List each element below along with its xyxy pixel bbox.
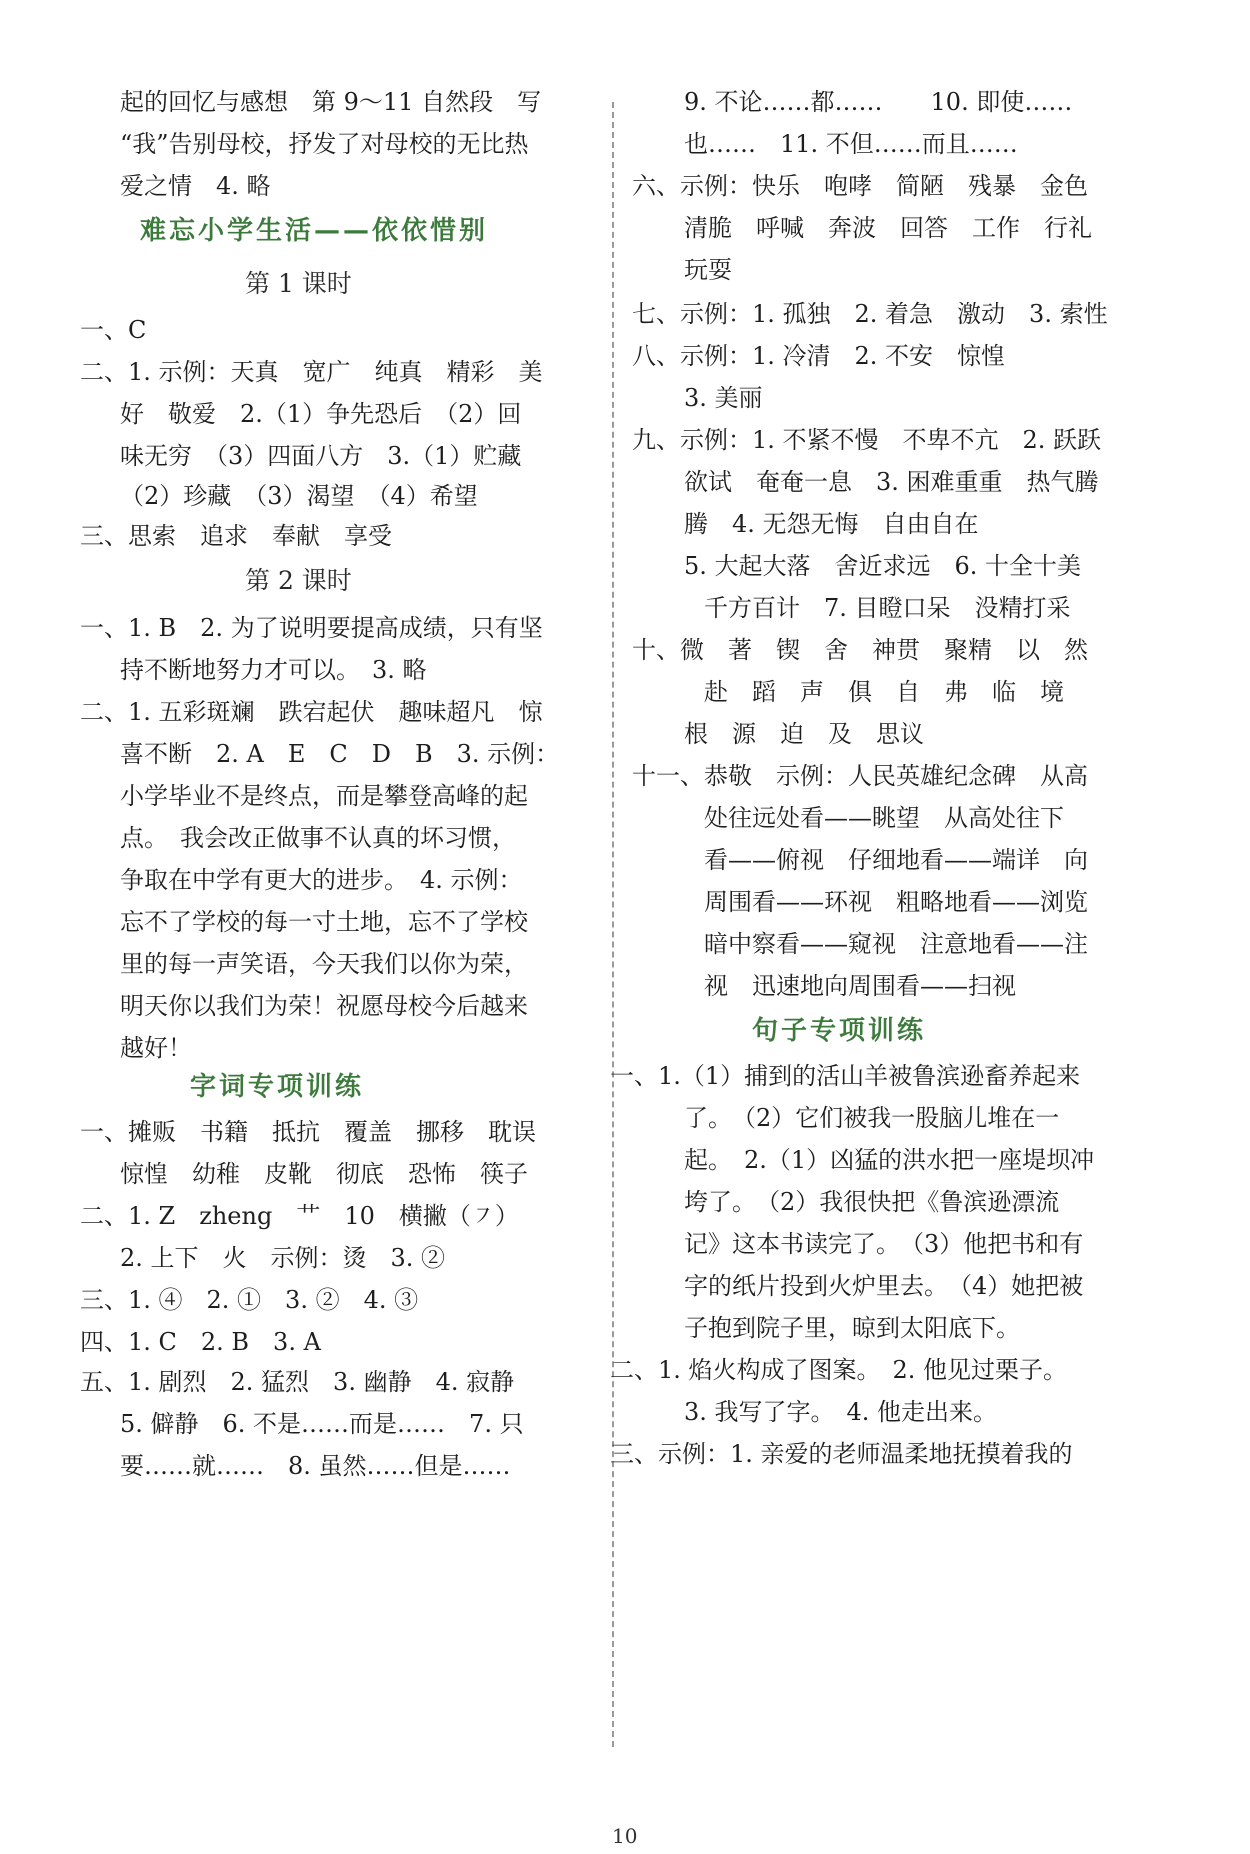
- text-line: 3. 我写了字。 4. 他走出来。: [684, 1398, 998, 1426]
- text-line: 2. 上下 火 示例：烫 3. ②: [120, 1244, 446, 1272]
- text-line: 视 迅速地向周围看——扫视: [704, 972, 1016, 1000]
- text-line: 三、1. ④ 2. ① 3. ② 4. ③: [80, 1286, 419, 1314]
- text-line: 腾 4. 无怨无悔 自由自在: [684, 510, 979, 538]
- text-line: 垮了。 （2）我很快把《鲁滨逊漂流: [684, 1188, 1060, 1216]
- text-line: 起的回忆与感想 第 9～11 自然段 写: [120, 88, 542, 116]
- text-line: 9. 不论……都…… 10. 即使……: [684, 88, 1073, 116]
- text-line: 三、思索 追求 奉献 享受: [80, 522, 392, 550]
- text-line: 一、1.（1）捕到的活山羊被鲁滨逊畜养起来: [610, 1062, 1081, 1090]
- text-line: 味无穷 （3）四面八方 3.（1）贮藏: [120, 442, 522, 470]
- text-line: “我”告别母校，抒发了对母校的无比热: [120, 130, 529, 158]
- text-line: 喜不断 2. A E C D B 3. 示例：: [120, 740, 560, 768]
- text-line: 要……就…… 8. 虽然……但是……: [120, 1452, 511, 1480]
- text-line: 十、微 著 锲 舍 神贯 聚精 以 然: [632, 636, 1088, 664]
- section-heading: 字词专项训练: [190, 1072, 365, 1102]
- text-line: 了。 （2）它们被我一股脑儿堆在一: [684, 1104, 1060, 1132]
- page-number: 10: [612, 1824, 638, 1848]
- text-line: 看——俯视 仔细地看——端详 向: [704, 846, 1088, 874]
- text-line: 一、1. B 2. 为了说明要提高成绩，只有坚: [80, 614, 543, 642]
- text-line: 记》这本书读完了。 （3）他把书和有: [684, 1230, 1084, 1258]
- lesson-title: 第 2 课时: [245, 566, 352, 595]
- text-line: 欲试 奄奄一息 3. 困难重重 热气腾: [684, 468, 1099, 496]
- text-line: 一、C: [80, 316, 147, 344]
- text-line: 三、示例：1. 亲爱的老师温柔地抚摸着我的: [610, 1440, 1073, 1468]
- section-heading: 难忘小学生活——依依惜别: [140, 216, 489, 246]
- text-line: 3. 美丽: [684, 384, 763, 412]
- text-line: 二、1. 示例：天真 宽广 纯真 精彩 美: [80, 358, 543, 386]
- text-line: 暗中察看——窥视 注意地看——注: [704, 930, 1088, 958]
- text-line: 六、示例：快乐 咆哮 简陋 残暴 金色: [632, 172, 1088, 200]
- text-line: 5. 僻静 6. 不是……而是…… 7. 只: [120, 1410, 524, 1438]
- text-line: 二、1. 焰火构成了图案。 2. 他见过栗子。: [610, 1356, 1068, 1384]
- text-line: 爱之情 4. 略: [120, 172, 271, 200]
- text-line: 玩耍: [684, 256, 732, 284]
- text-line: 惊惶 幼稚 皮靴 彻底 恐怖 筷子: [120, 1160, 528, 1188]
- text-line: 清脆 呼喊 奔波 回答 工作 行礼: [684, 214, 1092, 242]
- text-line: 处往远处看——眺望 从高处往下: [704, 804, 1064, 832]
- text-line: 根 源 迫 及 思议: [684, 720, 924, 748]
- text-line: 千方百计 7. 目瞪口呆 没精打采: [704, 594, 1071, 622]
- text-line: 二、1. 五彩斑斓 跌宕起伏 趣味超凡 惊: [80, 698, 543, 726]
- text-line: 四、1. C 2. B 3. A: [80, 1328, 321, 1356]
- text-line: 点。 我会改正做事不认真的坏习惯，: [120, 824, 516, 852]
- text-line: 七、示例：1. 孤独 2. 着急 激动 3. 索性: [632, 300, 1108, 328]
- text-line: 起。 2.（1）凶猛的洪水把一座堤坝冲: [684, 1146, 1095, 1174]
- text-line: 一、摊贩 书籍 抵抗 覆盖 挪移 耽误: [80, 1118, 536, 1146]
- text-line: 周围看——环视 粗略地看——浏览: [704, 888, 1088, 916]
- text-line: 八、示例：1. 冷清 2. 不安 惊惶: [632, 342, 1006, 370]
- text-line: （2）珍藏 （3）渴望 （4）希望: [120, 482, 478, 510]
- text-line: 持不断地努力才可以。 3. 略: [120, 656, 427, 684]
- text-line: 赴 蹈 声 俱 自 弗 临 境: [704, 678, 1064, 706]
- section-heading: 句子专项训练: [752, 1016, 927, 1046]
- text-line: 争取在中学有更大的进步。 4. 示例：: [120, 866, 523, 894]
- text-line: 五、1. 剧烈 2. 猛烈 3. 幽静 4. 寂静: [80, 1368, 515, 1396]
- text-line: 字的纸片投到火炉里去。 （4）她把被: [684, 1272, 1084, 1300]
- text-line: 小学毕业不是终点，而是攀登高峰的起: [120, 782, 528, 810]
- text-line: 越好！: [120, 1034, 192, 1062]
- text-line: 也…… 11. 不但……而且……: [684, 130, 1018, 158]
- column-divider: [612, 102, 614, 1747]
- text-line: 5. 大起大落 舍近求远 6. 十全十美: [684, 552, 1082, 580]
- text-line: 明天你以我们为荣！祝愿母校今后越来: [120, 992, 528, 1020]
- text-line: 好 敬爱 2.（1）争先恐后 （2）回: [120, 400, 522, 428]
- text-line: 十一、恭敬 示例：人民英雄纪念碑 从高: [632, 762, 1088, 790]
- text-line: 子抱到院子里，晾到太阳底下。: [684, 1314, 1020, 1342]
- text-line: 忘不了学校的每一寸土地，忘不了学校: [120, 908, 528, 936]
- lesson-title: 第 1 课时: [245, 269, 352, 298]
- text-line: 九、示例：1. 不紧不慢 不卑不亢 2. 跃跃: [632, 426, 1102, 454]
- text-line: 二、1. Z zheng 艹 10 横撇（㇇）: [80, 1202, 519, 1230]
- text-line: 里的每一声笑语，今天我们以你为荣，: [120, 950, 528, 978]
